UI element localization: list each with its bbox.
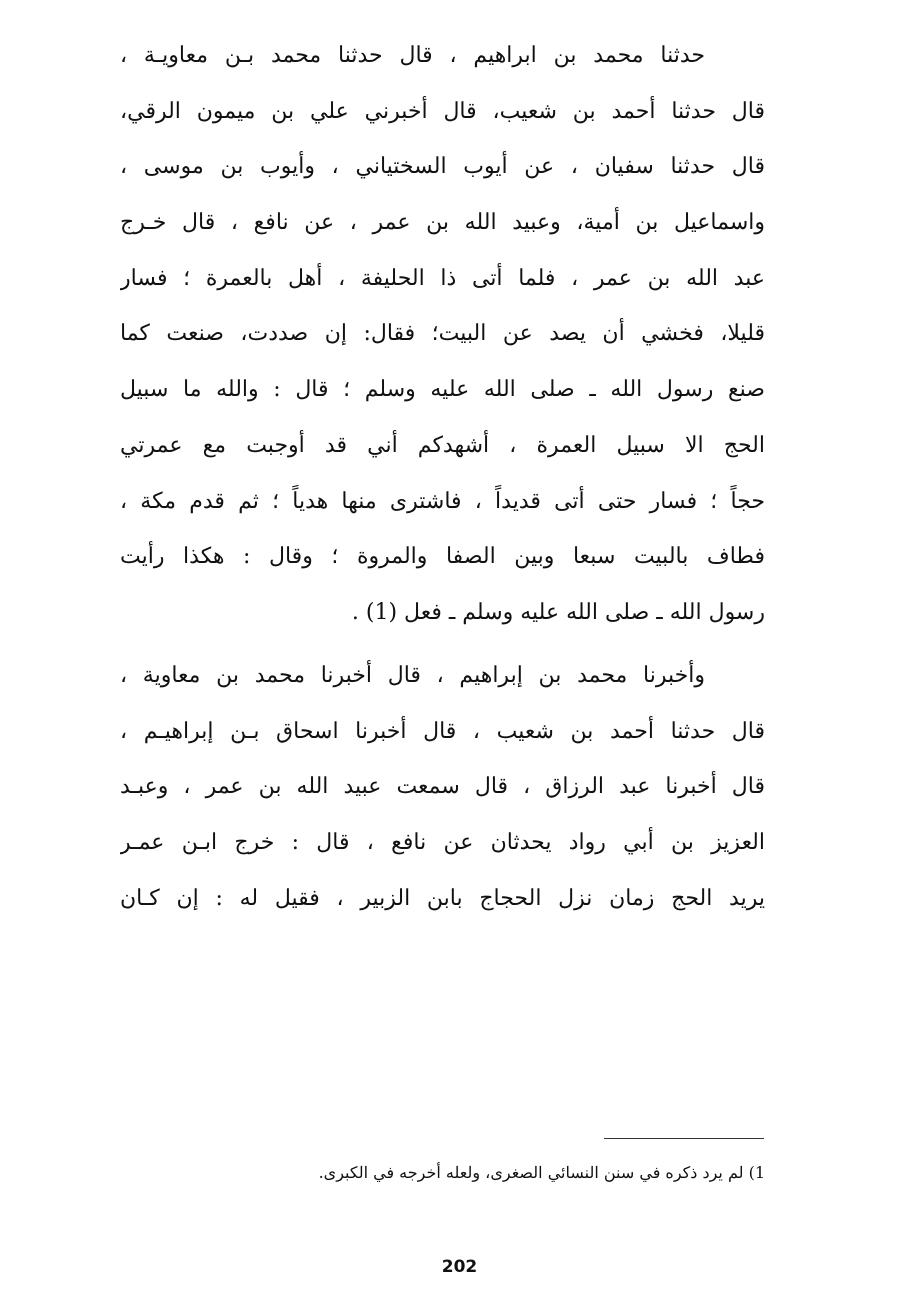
text-line: قال أخبرنا عبد الرزاق ، قال سمعت عبيد الله بن عمر ، وعبـد xyxy=(120,774,765,800)
text-line: العزيز بن أبي رواد يحدثان عن نافع ، قال : خرج ابـن عمـر xyxy=(120,830,765,856)
text-line: صنع رسول الله ـ صلى الله عليه وسلم ؛ قال : والله ما سبيل xyxy=(120,377,765,403)
text-line: قال حدثنا أحمد بن شعيب ، قال أخبرنا اسحاق بـن إبراهيـم ، xyxy=(120,718,765,744)
text-line: رسول الله ـ صلى الله عليه وسلم ـ فعل (1) . xyxy=(351,599,765,625)
text-line: قليلا، فخشي أن يصد عن البيت؛ فقال: إن صددت، صنعت كما xyxy=(120,321,765,347)
text-line: الحج الا سبيل العمرة ، أشهدكم أني قد أوجبت مع عمرتي xyxy=(120,432,765,458)
text-line: عبد الله بن عمر ، فلما أتى ذا الحليفة ، أهل بالعمرة ؛ فسار xyxy=(120,265,765,291)
paragraph-1 xyxy=(120,28,765,641)
page-number: 202 xyxy=(441,1257,478,1277)
footnote-divider xyxy=(604,1138,764,1139)
text-line: قال حدثنا سفيان ، عن أيوب السختياني ، وأيوب بن موسى ، xyxy=(120,154,765,180)
text-line: واسماعيل بن أمية، وعبيد الله بن عمر ، عن نافع ، قال خـرج xyxy=(120,210,765,236)
text-line: وأخبرنا محمد بن إبراهيم ، قال أخبرنا محمد بن معاوية ، xyxy=(120,663,705,688)
text-line: فطاف بالبيت سبعا وبين الصفا والمروة ؛ وقال : هكذا رأيت xyxy=(120,544,765,570)
text-line: حدثنا محمد بن ابراهيم ، قال حدثنا محمد بـن معاويـة ، xyxy=(120,43,705,68)
paragraph-2 xyxy=(120,648,765,926)
footnote: 1) لم يرد ذكره في سنن النسائي الصغرى، ولعله أخرجه في الكبرى. xyxy=(318,1163,765,1182)
text-line: قال حدثنا أحمد بن شعيب، قال أخبرني علي بن ميمون الرقي، xyxy=(120,98,765,124)
text-line: يريد الحج زمان نزل الحجاج بابن الزبير ، فقيل له : إن كـان xyxy=(120,885,765,911)
text-line: حجاً ؛ فسار حتى أتى قديداً ، فاشترى منها هدياً ؛ ثم قدم مكة ، xyxy=(120,488,765,514)
